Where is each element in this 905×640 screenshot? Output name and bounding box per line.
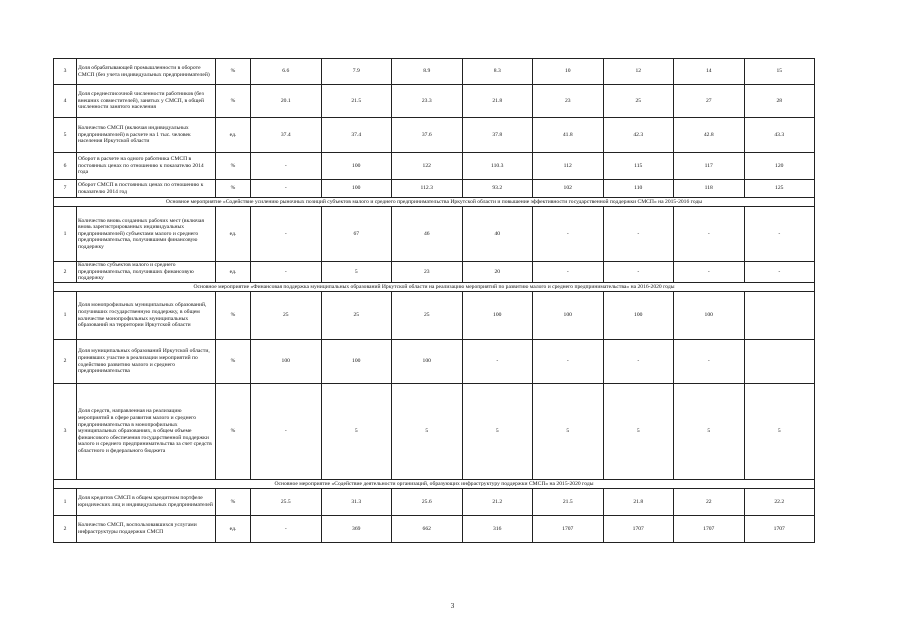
value-cell: -	[603, 262, 674, 283]
indicators-table-body	[54, 59, 815, 543]
value-cell: 7.9	[321, 59, 392, 85]
value-cell: 1707	[674, 516, 745, 543]
indicator-name: Оборот в расчете на одного работника СМСП в постоянных ценах по отношению к показателю 2014 года	[77, 153, 216, 180]
value-cell: 12	[603, 59, 674, 85]
value-cell: 25	[321, 292, 392, 340]
value-cell: 15	[744, 59, 815, 85]
value-cell: -	[603, 340, 674, 384]
value-cell: 5	[744, 384, 815, 480]
value-cell: -	[674, 340, 745, 384]
value-cell: 93.2	[462, 180, 533, 198]
value-cell: 1707	[744, 516, 815, 543]
table-row	[54, 180, 815, 198]
row-number: 3	[54, 384, 77, 480]
value-cell: 1707	[603, 516, 674, 543]
indicator-name: Количество СМСП, воспользовавшихся услугами инфраструктуры поддержки СМСП	[77, 516, 216, 543]
value-cell: 5	[392, 384, 463, 480]
value-cell: -	[674, 262, 745, 283]
value-cell: -	[533, 262, 604, 283]
value-cell: 110	[603, 180, 674, 198]
indicator-name: Количество вновь созданных рабочих мест (включая вновь зарегистрированных индивидуальных предпринимателей) субъектами малого и среднего предпринимательства, получившими финансовую поддержку	[77, 207, 216, 262]
value-cell: 662	[392, 516, 463, 543]
value-cell: 1707	[533, 516, 604, 543]
value-cell: 25.6	[392, 489, 463, 516]
value-cell: 10	[533, 59, 604, 85]
value-cell: 25	[392, 292, 463, 340]
value-cell: 21.8	[603, 489, 674, 516]
unit-cell: ед.	[216, 118, 251, 153]
value-cell: 25	[251, 292, 322, 340]
table-row	[54, 207, 815, 262]
value-cell: 43.3	[744, 118, 815, 153]
section-row	[54, 283, 815, 292]
value-cell: 37.4	[251, 118, 322, 153]
value-cell: 117	[674, 153, 745, 180]
unit-cell: %	[216, 180, 251, 198]
value-cell: 21.5	[533, 489, 604, 516]
value-cell: 110.3	[462, 153, 533, 180]
unit-cell: ед.	[216, 207, 251, 262]
unit-cell: %	[216, 85, 251, 118]
value-cell: 112.3	[392, 180, 463, 198]
value-cell: -	[251, 153, 322, 180]
value-cell: 100	[674, 292, 745, 340]
indicator-name: Доля муниципальных образований Иркутской области, принявших участие в реализации мероприятий по содействию развитию малого и среднего предпринимательства	[77, 340, 216, 384]
value-cell: 100	[251, 340, 322, 384]
value-cell: -	[674, 207, 745, 262]
value-cell: 23	[392, 262, 463, 283]
value-cell: 23	[533, 85, 604, 118]
value-cell: -	[533, 207, 604, 262]
row-number: 2	[54, 516, 77, 543]
page-number: 3	[450, 602, 455, 610]
value-cell: 41.8	[533, 118, 604, 153]
value-cell: -	[533, 340, 604, 384]
unit-cell: %	[216, 153, 251, 180]
indicator-name: Доля кредитов СМСП в общем кредитном портфеле юридических лиц и индивидуальных предпринимателей	[77, 489, 216, 516]
value-cell: -	[251, 262, 322, 283]
unit-cell: %	[216, 292, 251, 340]
value-cell: 100	[392, 340, 463, 384]
value-cell: 21.8	[462, 85, 533, 118]
value-cell: 20.1	[251, 85, 322, 118]
section-title: Основное мероприятие «Содействие усилению рыночных позиций субъектов малого и среднего предпринимательства Иркутской области и повышение эффективности государственной поддержки СМСП» на 2015-2016 годы	[54, 198, 815, 207]
indicator-name: Доля средств, направленная на реализацию мероприятий в сфере развития малого и среднего предпринимательства в монопрофильных муниципальных образованиях, в общем объеме финансового обеспечения государственной поддержки малого и среднего предпринимательства за счет средств областного и федерального бюджета	[77, 384, 216, 480]
value-cell: 23.3	[392, 85, 463, 118]
value-cell: 40	[462, 207, 533, 262]
value-cell: 21.2	[462, 489, 533, 516]
value-cell: 100	[321, 153, 392, 180]
row-number: 7	[54, 180, 77, 198]
value-cell: 100	[321, 180, 392, 198]
indicator-name: Количество СМСП (включая индивидуальных предпринимателей) в расчете на 1 тыс. человек населения Иркутской области	[77, 118, 216, 153]
table-row	[54, 489, 815, 516]
indicator-name: Количество субъектов малого и среднего предпринимательства, получивших финансовую поддержку	[77, 262, 216, 283]
value-cell: 369	[321, 516, 392, 543]
unit-cell: %	[216, 489, 251, 516]
value-cell: 31.3	[321, 489, 392, 516]
unit-cell: ед.	[216, 262, 251, 283]
value-cell: 5	[674, 384, 745, 480]
table-row	[54, 262, 815, 283]
indicator-name: Доля обрабатывающей промышленности в обороте СМСП (без учета индивидуальных предпринимателей)	[77, 59, 216, 85]
value-cell: -	[603, 207, 674, 262]
value-cell: 22	[674, 489, 745, 516]
table-row	[54, 153, 815, 180]
value-cell: 5	[321, 262, 392, 283]
value-cell: 5	[603, 384, 674, 480]
row-number: 3	[54, 59, 77, 85]
value-cell: 28	[744, 85, 815, 118]
row-number: 1	[54, 207, 77, 262]
unit-cell: %	[216, 340, 251, 384]
value-cell: 316	[462, 516, 533, 543]
value-cell: 118	[674, 180, 745, 198]
value-cell: 25	[603, 85, 674, 118]
row-number: 4	[54, 85, 77, 118]
table-row	[54, 85, 815, 118]
value-cell: 25.5	[251, 489, 322, 516]
unit-cell: %	[216, 59, 251, 85]
value-cell: 8.9	[392, 59, 463, 85]
value-cell: 5	[462, 384, 533, 480]
value-cell: 125	[744, 180, 815, 198]
value-cell	[744, 340, 815, 384]
value-cell: 100	[321, 340, 392, 384]
row-number: 2	[54, 340, 77, 384]
value-cell: -	[462, 340, 533, 384]
row-number: 6	[54, 153, 77, 180]
value-cell: 22.2	[744, 489, 815, 516]
indicators-table	[53, 58, 815, 543]
value-cell: -	[744, 207, 815, 262]
section-row	[54, 198, 815, 207]
value-cell: 5	[321, 384, 392, 480]
value-cell: 5	[533, 384, 604, 480]
table-row	[54, 59, 815, 85]
section-title: Основное мероприятие «Содействие деятельности организаций, образующих инфраструктуру поддержки СМСП» на 2015-2020 годы	[54, 480, 815, 489]
unit-cell: ед.	[216, 516, 251, 543]
table-row	[54, 384, 815, 480]
value-cell: 100	[603, 292, 674, 340]
value-cell: 46	[392, 207, 463, 262]
value-cell: 115	[603, 153, 674, 180]
value-cell: 21.5	[321, 85, 392, 118]
value-cell: 102	[533, 180, 604, 198]
unit-cell: %	[216, 384, 251, 480]
value-cell: -	[251, 207, 322, 262]
value-cell: 6.6	[251, 59, 322, 85]
table-row	[54, 516, 815, 543]
table-row	[54, 118, 815, 153]
value-cell: 27	[674, 85, 745, 118]
value-cell: 14	[674, 59, 745, 85]
section-title: Основное мероприятие «Финансовая поддержка муниципальных образований Иркутской области на реализацию мероприятий по развитию малого и среднего предпринимательства» на 2016-2020 годы	[54, 283, 815, 292]
row-number: 1	[54, 292, 77, 340]
indicator-name: Доля монопрофильных муниципальных образований, получивших государственную поддержку, в общем количестве монопрофильных муниципальных образований на территории Иркутской области	[77, 292, 216, 340]
indicator-name: Оборот СМСП в постоянных ценах по отношению к показателю 2014 год	[77, 180, 216, 198]
value-cell: 120	[744, 153, 815, 180]
indicator-name: Доля среднесписочной численности работников (без внешних совместителей), занятых у СМСП, в общей численности занятого населения	[77, 85, 216, 118]
value-cell: 67	[321, 207, 392, 262]
value-cell: 8.3	[462, 59, 533, 85]
value-cell	[744, 292, 815, 340]
value-cell: 37.8	[462, 118, 533, 153]
value-cell: -	[251, 516, 322, 543]
value-cell: 112	[533, 153, 604, 180]
row-number: 1	[54, 489, 77, 516]
row-number: 5	[54, 118, 77, 153]
value-cell: 100	[533, 292, 604, 340]
value-cell: -	[251, 384, 322, 480]
value-cell: 37.4	[321, 118, 392, 153]
value-cell: 100	[462, 292, 533, 340]
section-row	[54, 480, 815, 489]
table-row	[54, 292, 815, 340]
value-cell: 37.6	[392, 118, 463, 153]
value-cell: 42.8	[674, 118, 745, 153]
value-cell: 20	[462, 262, 533, 283]
value-cell: 42.3	[603, 118, 674, 153]
value-cell: -	[744, 262, 815, 283]
value-cell: 122	[392, 153, 463, 180]
value-cell: -	[251, 180, 322, 198]
row-number: 2	[54, 262, 77, 283]
table-row	[54, 340, 815, 384]
